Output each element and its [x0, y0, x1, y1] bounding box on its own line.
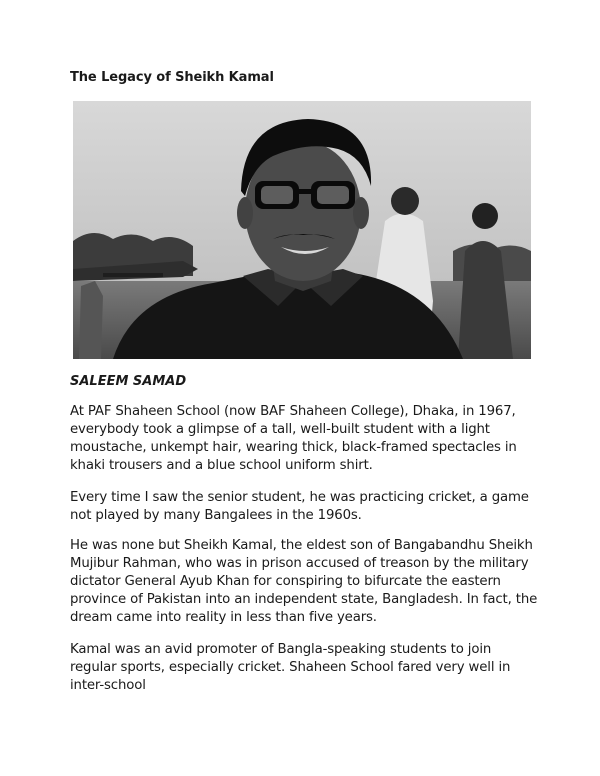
- portrait-photo: [73, 101, 531, 359]
- article-byline: SALEEM SAMAD: [70, 374, 187, 389]
- article-paragraph: He was none but Sheikh Kamal, the eldest son of Bangabandhu Sheikh Mujibur Rahman, who was in prison accused of treason by the military dictator General Ayub Khan for conspiring to bifurcate the eastern province of Pakistan into an independent state, Bangladesh. In fact, the dream came into reality in less than five years.: [70, 538, 538, 625]
- article-paragraph: Kamal was an avid promoter of Bangla-speaking students to join regular sports, especially cricket. Shaheen School fared very well in inter-school: [70, 642, 511, 693]
- article-title: The Legacy of Sheikh Kamal: [70, 70, 274, 85]
- article-paragraph: At PAF Shaheen School (now BAF Shaheen College), Dhaka, in 1967, everybody took a glimpse of a tall, well-built student with a light moustache, unkempt hair, wearing thick, black-framed spectacles in khaki trousers and a blue school uniform shirt.: [70, 404, 517, 473]
- article-paragraph: Every time I saw the senior student, he was practicing cricket, a game not played by many Bangalees in the 1960s.: [70, 490, 529, 523]
